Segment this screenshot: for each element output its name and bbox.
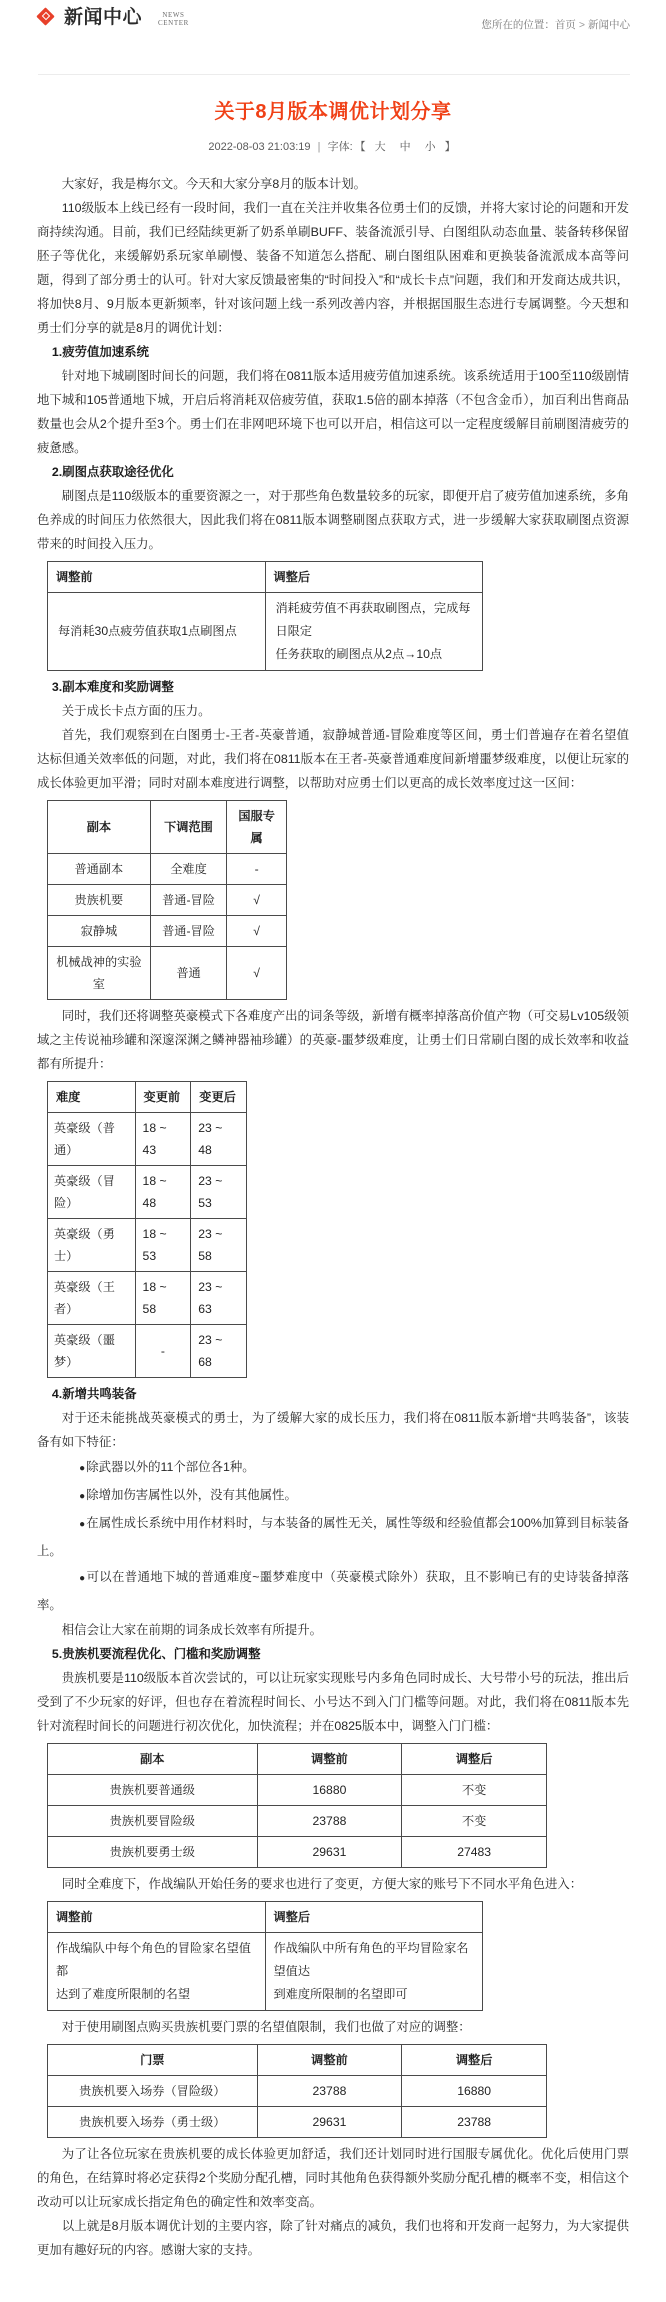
header-divider	[38, 74, 630, 75]
cell-dungeon-range: 普通-冒险	[150, 916, 226, 947]
table-row	[48, 916, 287, 947]
cell-after: 不变	[402, 1775, 547, 1806]
font-size-medium-button[interactable]: 中	[399, 141, 411, 153]
list-item	[37, 1454, 629, 1482]
table-row	[48, 1775, 547, 1806]
bullet-icon: ●	[79, 1519, 86, 1530]
cell-dungeon-exclusive: √	[227, 947, 287, 1000]
cell-dungeon-name: 寂静城	[48, 916, 151, 947]
breadcrumb-label: 您所在的位置：	[481, 19, 555, 31]
publish-date: 2022-08-03 21:03:19	[208, 141, 311, 153]
section-heading-4: 4.新增共鸣装备	[51, 1387, 137, 1401]
list-item	[37, 1510, 629, 1564]
table-row	[48, 1272, 247, 1325]
article	[0, 95, 666, 2302]
column-header-exclusive: 国服专属	[227, 801, 287, 854]
cell-after: 不变	[402, 1806, 547, 1837]
table-header-row	[48, 1902, 483, 1933]
cell-dungeon-name: 机械战神的实验室	[48, 947, 151, 1000]
paragraph-section-5b: 同时全难度下，作战编队开始任务的要求也进行了变更，方便大家的账号下不同水平角色进入：	[61, 1877, 583, 1891]
cell-before: 18 ~ 48	[135, 1166, 191, 1219]
cell-dungeon-name: 贵族机要普通级	[48, 1775, 258, 1806]
cell-dungeon-range: 全难度	[150, 854, 226, 885]
font-size-label: 字体:	[327, 141, 353, 153]
column-header-before: 调整前	[257, 1744, 402, 1775]
column-header-after: 调整后	[265, 1902, 483, 1933]
cell-dungeon-exclusive: √	[227, 885, 287, 916]
cell-difficulty: 英豪级（噩梦）	[48, 1325, 136, 1378]
breadcrumb-separator: >	[578, 19, 585, 31]
table-noble-threshold	[47, 1743, 547, 1868]
column-header-before: 调整前	[48, 562, 266, 593]
cell-before-line1: 作战编队中每个角色的冒险家名望值都	[56, 1941, 251, 1978]
cell-dungeon-exclusive: √	[227, 916, 287, 947]
bracket-open: 【	[354, 141, 366, 153]
paragraph-outro: 以上就是8月版本调优计划的主要内容，除了针对痛点的减负，我们也将和开发商一起努力，为大家提供更加有趣好玩的内容。感谢大家的支持。	[37, 2219, 629, 2257]
cell-after: 23 ~ 58	[191, 1219, 247, 1272]
table-row	[48, 1166, 247, 1219]
cell-before: 23788	[257, 2076, 402, 2107]
cell-after-line1: 作战编队中所有角色的平均冒险家名望值达	[273, 1941, 469, 1978]
table-row	[48, 593, 483, 671]
column-header-dungeon: 副本	[48, 801, 151, 854]
table-row	[48, 1933, 483, 2011]
paragraph-section-4b: 相信会让大家在前期的词条成长效率有所提升。	[61, 1623, 322, 1637]
paragraph-section-4: 对于还未能挑战英豪模式的勇士，为了缓解大家的成长压力，我们将在0811版本新增“共鸣装备”，该装备有如下特征：	[37, 1411, 629, 1449]
breadcrumb	[481, 17, 630, 32]
table-row	[48, 947, 287, 1000]
brand-title: 新闻中心	[64, 7, 143, 28]
cell-ticket-name: 贵族机要入场券（勇士级）	[48, 2107, 258, 2138]
table-row	[48, 1219, 247, 1272]
cell-before-value: 每消耗30点疲劳值获取1点刷图点	[48, 593, 266, 671]
section-heading-3: 3.副本难度和奖励调整	[51, 680, 174, 694]
column-header-before: 调整前	[257, 2045, 402, 2076]
table-row	[48, 1113, 247, 1166]
site-header	[0, 0, 666, 55]
cell-after: 23 ~ 53	[191, 1166, 247, 1219]
cell-ticket-name: 贵族机要入场券（冒险级）	[48, 2076, 258, 2107]
paragraph-section-1: 针对地下城刷图时间长的问题，我们将在0811版本适用疲劳值加速系统。该系统适用于100至110级剧情地下城和105普通地下城，开启后将消耗双倍疲劳值，获取1.5倍的副本掉落（不包含金币），加百利出售商品数量也会从2个提升至3个。勇士们在非网吧环境下也可以开启，相信这可以一定程度缓解目前刷图清疲劳的疲惫感。	[37, 369, 629, 455]
cell-dungeon-name: 贵族机要	[48, 885, 151, 916]
cell-before: 18 ~ 43	[135, 1113, 191, 1166]
table-row	[48, 885, 287, 916]
column-header-before: 调整前	[48, 1902, 266, 1933]
page-title: 关于8月版本调优计划分享	[214, 101, 452, 123]
meta-separator: |	[317, 141, 321, 153]
cell-dungeon-name: 普通副本	[48, 854, 151, 885]
cell-after: 27483	[402, 1837, 547, 1868]
cell-dungeon-name: 贵族机要冒险级	[48, 1806, 258, 1837]
table-row	[48, 2076, 547, 2107]
column-header-dungeon: 副本	[48, 1744, 258, 1775]
table-affix-levels	[47, 1081, 247, 1378]
cell-after: 23 ~ 68	[191, 1325, 247, 1378]
table-dungeon-difficulty	[47, 800, 287, 1000]
cell-dungeon-range: 普通	[150, 947, 226, 1000]
breadcrumb-item-current: 新闻中心	[588, 19, 630, 31]
paragraph-section-5c: 对于使用刷图点购买贵族机要门票的名望值限制，我们也做了对应的调整：	[61, 2020, 471, 2034]
bullet-icon: ●	[79, 1491, 86, 1502]
column-header-after: 变更后	[191, 1082, 247, 1113]
section-heading-2: 2.刷图点获取途径优化	[51, 465, 174, 479]
cell-before: 18 ~ 58	[135, 1272, 191, 1325]
column-header-range: 下调范围	[150, 801, 226, 854]
cell-difficulty: 英豪级（冒险）	[48, 1166, 136, 1219]
table-header-row	[48, 1082, 247, 1113]
list-item-label: 除武器以外的11个部位各1种。	[86, 1460, 255, 1474]
cell-before: 23788	[257, 1806, 402, 1837]
bracket-close: 】	[444, 141, 456, 153]
cell-dungeon-range: 普通-冒险	[150, 885, 226, 916]
table-header-row	[48, 801, 287, 854]
list-item-label: 除增加伤害属性以外，没有其他属性。	[86, 1488, 297, 1502]
breadcrumb-item-home[interactable]: 首页	[554, 19, 576, 31]
cell-after-value	[265, 593, 483, 671]
paragraph-section-5a: 贵族机要是110级版本首次尝试的，可以让玩家实现账号内多角色同时成长、大号带小号的玩法，推出后受到了不少玩家的好评，但也存在着流程时间长、小号达不到入门门槛等问题。对此，我们将在0811版本先针对流程时间长的问题进行初次优化，加快流程；并在0825版本中，调整入门门槛：	[37, 1671, 629, 1733]
cell-dungeon-exclusive: -	[227, 854, 287, 885]
cell-after-line2: 到难度所限制的名望即可	[273, 1987, 408, 2001]
cell-after: 23 ~ 48	[191, 1113, 247, 1166]
bullet-icon: ●	[79, 1463, 86, 1474]
cell-after: 23788	[402, 2107, 547, 2138]
brand-subtitle	[158, 9, 189, 27]
table-row	[48, 1806, 547, 1837]
article-meta	[0, 138, 666, 154]
paragraph-section-2: 刷图点是110级版本的重要资源之一，对于那些角色数量较多的玩家，即便开启了疲劳值加速系统，多角色养成的时间压力依然很大，因此我们将在0811版本调整刷图点获取方式，进一步缓解大家获取刷图点资源带来的时间投入压力。	[37, 489, 629, 551]
table-header-row	[48, 2045, 547, 2076]
cell-before-line2: 达到了难度所限制的名望	[56, 1987, 191, 2001]
column-header-after: 调整后	[402, 2045, 547, 2076]
table-header-row	[48, 1744, 547, 1775]
table-row	[48, 1325, 247, 1378]
paragraph-intro-1: 大家好，我是梅尔文。今天和大家分享8月的版本计划。	[61, 177, 367, 191]
paragraph-section-3b: 首先，我们观察到在白图勇士-王者-英豪普通，寂静城普通-冒险难度等区间，勇士们普遍存在着名望值达标但通关效率低的问题，对此，我们将在0811版本在王者-英豪普通难度间新增噩梦级难度，以便让玩家的成长体验更加平滑；同时对副本难度进行调整，以帮助对应勇士们以更高的成长效率度过这一区间：	[37, 728, 629, 790]
article-body	[37, 172, 629, 2262]
column-header-after: 调整后	[402, 1744, 547, 1775]
cell-difficulty: 英豪级（勇士）	[48, 1219, 136, 1272]
table-party-requirement	[47, 1901, 483, 2011]
diamond-logo-icon	[38, 9, 57, 28]
cell-dungeon-name: 贵族机要勇士级	[48, 1837, 258, 1868]
font-size-large-button[interactable]: 大	[374, 141, 386, 153]
brand-subtitle-line1: NEWS	[162, 11, 185, 19]
table-row	[48, 854, 287, 885]
table-row	[48, 2107, 547, 2138]
cell-difficulty: 英豪级（王者）	[48, 1272, 136, 1325]
section-heading-1: 1.疲劳值加速系统	[51, 345, 149, 359]
cell-before: 18 ~ 53	[135, 1219, 191, 1272]
font-size-small-button[interactable]: 小	[424, 141, 436, 153]
column-header-difficulty: 难度	[48, 1082, 136, 1113]
list-item-label: 在属性成长系统中用作材料时，与本装备的属性无关，属性等级和经验值都会100%加算到目标装备上。	[37, 1516, 629, 1558]
column-header-after: 调整后	[265, 562, 483, 593]
cell-after: 16880	[402, 2076, 547, 2107]
paragraph-section-3a: 关于成长卡点方面的压力。	[61, 704, 211, 718]
table-header-row	[48, 562, 483, 593]
cell-difficulty: 英豪级（普通）	[48, 1113, 136, 1166]
brand-subtitle-line2: CENTER	[158, 19, 189, 27]
paragraph-section-5d: 为了让各位玩家在贵族机要的成长体验更加舒适，我们还计划同时进行国服专属优化。优化后使用门票的角色，在结算时将必定获得2个奖励分配孔槽，同时其他角色获得额外奖励分配孔槽的概率不变，相信这个改动可以让玩家成长指定角色的确定性和效率变高。	[37, 2147, 629, 2209]
column-header-ticket: 门票	[48, 2045, 258, 2076]
site-logo[interactable]	[38, 8, 189, 28]
cell-before: 29631	[257, 2107, 402, 2138]
table-row	[48, 1837, 547, 1868]
paragraph-intro-2: 110级版本上线已经有一段时间，我们一直在关注并收集各位勇士们的反馈，并将大家讨论的问题和开发商持续沟通。目前，我们已经陆续更新了奶系单刷BUFF、装备流派引导、白图组队动态血量、装备转移保留胚子等优化，来缓解奶系玩家单刷慢、装备不知道怎么搭配、刷白图组队困难和更换装备流派成本高等问题，得到了部分勇士的认可。针对大家反馈最密集的“时间投入”和“成长卡点”问题，我们和开发商达成共识，将加快8月、9月版本更新频率，针对该问题上线一系列改善内容，并根据国服生态进行专属调整。今天想和勇士们分享的就是8月的调优计划：	[37, 201, 629, 335]
table-ticket-threshold	[47, 2044, 547, 2138]
cell-after-line2: 任务获取的刷图点从2点→10点	[275, 647, 443, 661]
cell-before-value	[48, 1933, 266, 2011]
column-header-before: 变更前	[135, 1082, 191, 1113]
list-item	[37, 1482, 629, 1510]
feature-list	[37, 1454, 629, 1618]
cell-after-value	[265, 1933, 483, 2011]
cell-before: 29631	[257, 1837, 402, 1868]
table-fatigue-points	[47, 561, 483, 671]
section-heading-5: 5.贵族机要流程优化、门槛和奖励调整	[51, 1647, 261, 1661]
cell-before: 16880	[257, 1775, 402, 1806]
paragraph-section-3c: 同时，我们还将调整英豪模式下各难度产出的词条等级，新增有概率掉落高价值产物（可交易Lv105级领域之主传说袖珍罐和深邃深渊之鳞神器袖珍罐）的英豪-噩梦级难度，让勇士们日常刷白图的成长效率和收益都有所提升：	[37, 1009, 629, 1071]
list-item	[37, 1564, 629, 1618]
bullet-icon: ●	[79, 1573, 86, 1584]
list-item-label: 可以在普通地下城的普通难度~噩梦难度中（英豪模式除外）获取，且不影响已有的史诗装备掉落率。	[37, 1570, 629, 1612]
cell-after: 23 ~ 63	[191, 1272, 247, 1325]
cell-before: -	[135, 1325, 191, 1378]
cell-after-line1: 消耗疲劳值不再获取刷图点，完成每日限定	[275, 601, 471, 638]
